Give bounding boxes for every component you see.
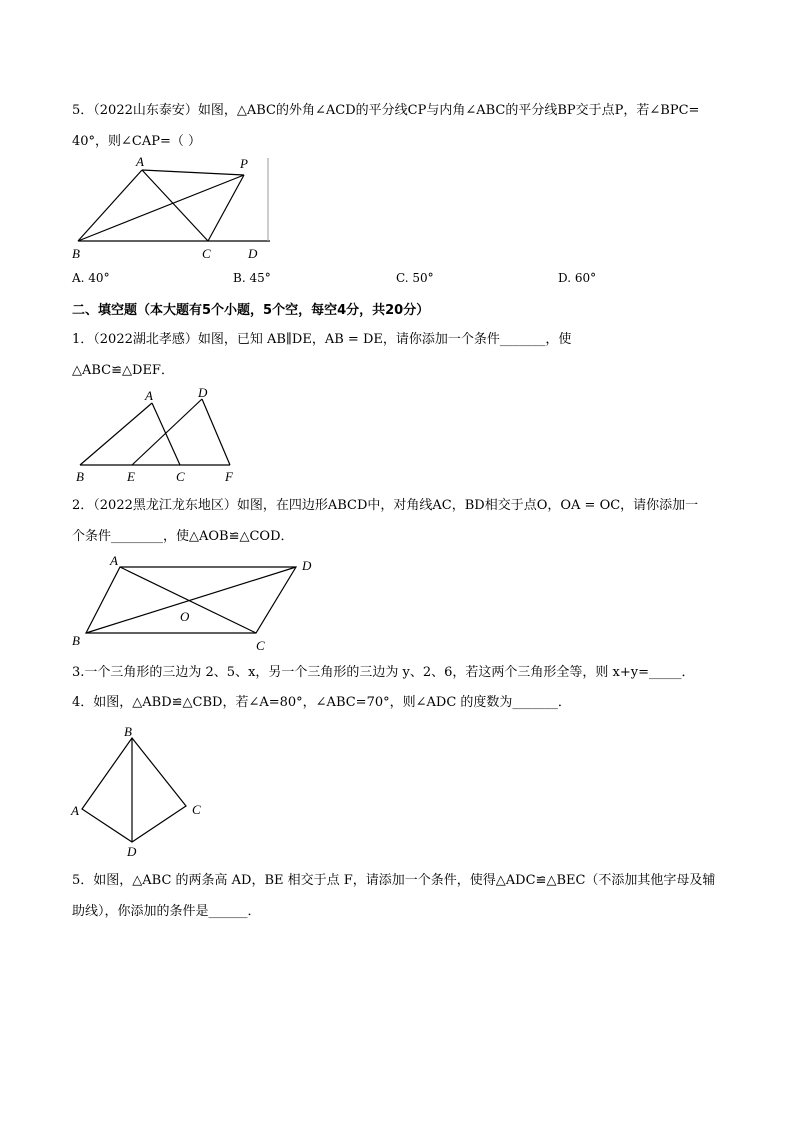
line-df	[202, 399, 230, 465]
label-c: C	[192, 802, 201, 817]
q5-line1: 5．如图，△ABC 的两条高 AD，BE 相交于点 F，请添加一个条件，使得△ADC≌△BEC（不添加其他字母及辅	[72, 873, 716, 888]
label-b: B	[76, 469, 84, 484]
q5-line2: 助线），你添加的条件是______．	[72, 904, 261, 919]
q4-line1: 4．如图，△ABD≌△CBD，若∠A=80°，∠ABC=70°，则∠ADC 的度数为_______．	[72, 695, 571, 710]
q2-figure	[70, 553, 330, 655]
label-p: P	[240, 156, 248, 171]
label-e: E	[127, 469, 135, 484]
line-ba	[78, 170, 142, 241]
diagonal-bd	[86, 567, 296, 633]
quadrilateral-abcd	[82, 738, 186, 842]
label-b: B	[124, 724, 132, 739]
label-f: F	[225, 469, 233, 484]
q1-line1: 1．（2022湖北孝感）如图，已知 AB∥DE，AB = DE，请你添加一个条件_______，使	[72, 332, 572, 347]
section2-heading: 二、填空题（本大题有5个小题，5个空，每空4分，共20分）	[72, 303, 430, 318]
q2-line1: 2．（2022黑龙江龙东地区）如图，在四边形ABCD中，对角线AC，BD相交于点O，OA = OC，请你添加一	[72, 498, 699, 513]
q5-prev-line2: 40°，则∠CAP=（ ）	[72, 134, 202, 149]
line-bp	[78, 175, 244, 241]
line-ac	[142, 170, 208, 241]
line-ac	[152, 403, 180, 465]
label-d: D	[127, 844, 137, 859]
q4-figure	[68, 722, 218, 862]
label-o: O	[180, 609, 190, 624]
label-a: A	[110, 553, 118, 568]
line-pc	[208, 175, 244, 241]
label-a: A	[71, 803, 79, 818]
label-d: D	[248, 246, 258, 261]
line-ap	[142, 170, 244, 175]
label-c: C	[202, 246, 211, 261]
q1-figure	[70, 385, 250, 487]
line-ed	[132, 399, 202, 465]
label-c: C	[256, 638, 265, 653]
label-a: A	[136, 154, 144, 169]
label-a: A	[145, 388, 153, 403]
q5-prev-figure	[70, 155, 280, 265]
label-c: C	[176, 469, 185, 484]
q5-prev-line1: 5．（2022山东泰安）如图，△ABC的外角∠ACD的平分线CP与内角∠ABC的平分线BP交于点P，若∠BPC=	[72, 103, 700, 118]
q5-prev-option-d: D. 60°	[558, 271, 597, 285]
q5-prev-option-a: A. 40°	[72, 271, 110, 285]
q5-prev-option-c: C. 50°	[396, 271, 434, 285]
q3-line1: 3.一个三角形的三边为 2、5、x，另一个三角形的三边为 y、2、6，若这两个三角形全等，则 x+y=_____．	[72, 665, 695, 680]
label-b: B	[72, 246, 80, 261]
q1-line2: △ABC≌△DEF．	[72, 363, 174, 378]
label-b: B	[72, 633, 80, 648]
q2-line2: 个条件________，使△AOB≌△COD．	[72, 529, 294, 544]
q5-prev-option-b: B. 45°	[233, 271, 271, 285]
label-d: D	[198, 385, 208, 400]
label-d: D	[302, 558, 312, 573]
